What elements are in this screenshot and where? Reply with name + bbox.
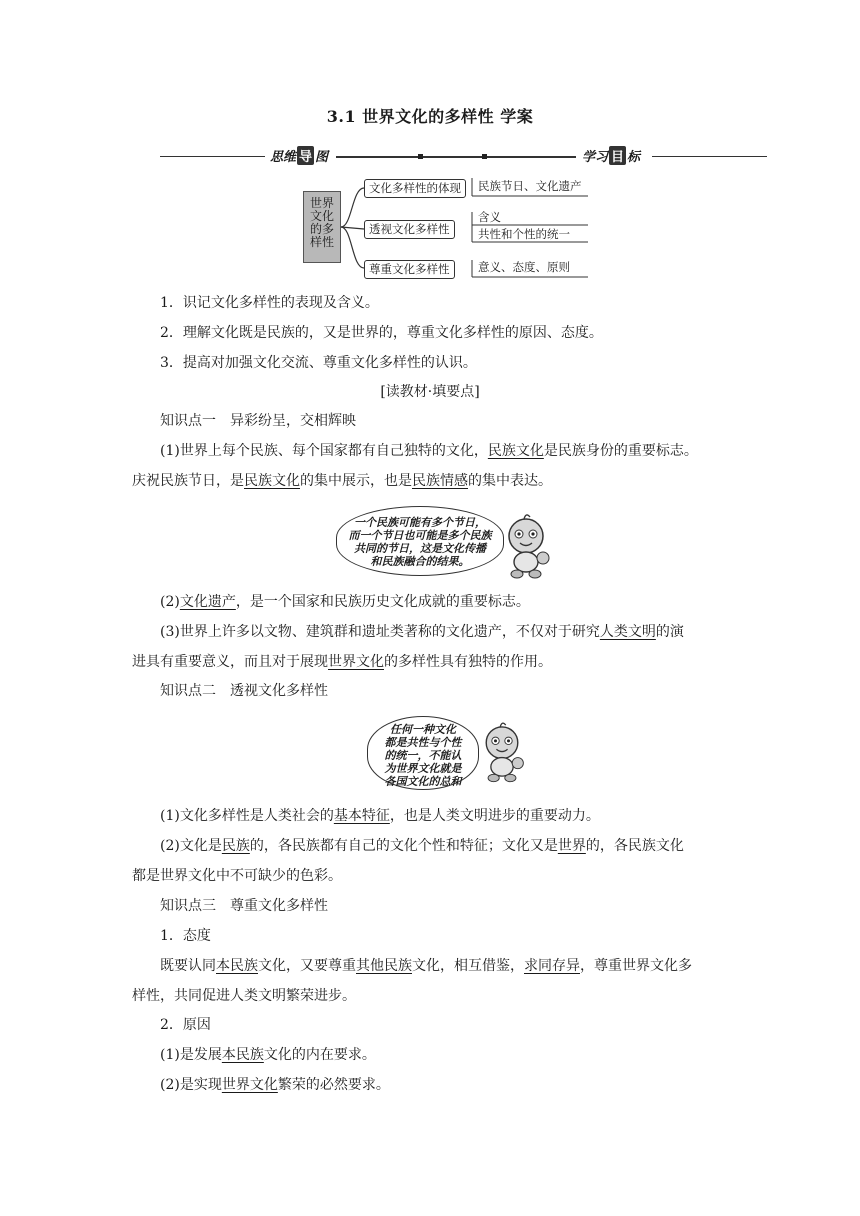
bubble-line: 各国文化的总和: [384, 775, 462, 788]
section-header: [读教材·填要点]: [380, 384, 480, 400]
text-run: 文化的内在要求。: [263, 1047, 376, 1063]
kp1-title: 知识点一 异彩纷呈，交相辉映: [160, 413, 356, 429]
blank-answer: 民族情感: [412, 473, 468, 489]
kp2-para2-line2: 都是世界文化中不可缺少的色彩。: [132, 868, 342, 884]
mindmap-root-line: 的多: [309, 222, 334, 236]
text-run: ，也是人类文明进步的重要动力。: [389, 808, 600, 824]
text-run: 既要认同: [160, 958, 216, 974]
kp3-reason-2: [160, 1075, 760, 1095]
blank-answer: 世界: [557, 838, 586, 854]
text-run: (3)世界上许多以文物、建筑群和遗址类著称的文化遗产，不仅对于研究: [160, 624, 600, 640]
text-run: 繁荣的必然要求。: [277, 1077, 390, 1093]
text-run: 的，各民族都有自己的文化个性和特征；文化又是: [249, 838, 558, 854]
text-run: 的集中表达。: [468, 473, 552, 489]
bubble-line: 共同的节日，这是文化传播: [354, 542, 486, 555]
mindmap-leaf: 民族节日、文化遗产: [478, 179, 582, 193]
blank-answer: 民族: [221, 838, 250, 854]
mindmap-leaf: 意义、态度、原则: [478, 260, 570, 274]
kp3-attitude-heading: 1．态度: [160, 928, 211, 944]
blank-answer: 求同存异: [524, 958, 580, 974]
kp1-para2: [160, 592, 760, 612]
blank-answer: 基本特征: [333, 808, 390, 824]
text-run: 进具有重要意义，而且对于展现: [132, 654, 328, 670]
mascot-illustration-1: [498, 512, 554, 580]
header-right-box: 目: [609, 146, 626, 165]
blank-answer: 世界文化: [328, 654, 384, 670]
blank-answer: 其他民族: [356, 958, 412, 974]
kp2-para1: [160, 806, 760, 826]
mindmap-root: [303, 191, 341, 263]
text-run: 文化，又要尊重: [258, 958, 356, 974]
kp1-para1-line2: [132, 471, 732, 491]
text-run: ，尊重世界文化多: [580, 958, 692, 974]
kp2-para2-line1: [160, 836, 760, 856]
text-run: (2): [160, 594, 180, 610]
blank-answer: 人类文明: [599, 624, 656, 640]
text-run: 的集中展示，也是: [300, 473, 412, 489]
kp3-title: 知识点三 尊重文化多样性: [160, 898, 328, 914]
blank-answer: 世界文化: [221, 1077, 278, 1093]
text-run: 文化，相互借鉴，: [412, 958, 524, 974]
mindmap-root-line: 世界: [309, 196, 334, 210]
mindmap-root-line: 样性: [309, 235, 334, 249]
blank-answer: 本民族: [221, 1047, 264, 1063]
bubble-line: 为世界文化就是: [384, 762, 462, 775]
kp1-para3-line1: [160, 622, 760, 642]
bubble-line: 都是共性与个性: [384, 736, 462, 749]
text-run: (2)文化是: [160, 838, 222, 854]
speech-bubble-1: [336, 506, 504, 576]
blank-answer: 本民族: [216, 958, 258, 974]
blank-answer: 民族文化: [244, 473, 300, 489]
mindmap-connectors: [0, 0, 860, 300]
mascot-illustration-2: [476, 720, 528, 784]
bubble-line: 一个民族可能有多个节日，: [354, 516, 486, 529]
kp2-title: 知识点二 透视文化多样性: [160, 683, 328, 699]
goal-item: 1．识记文化多样性的表现及含义。: [160, 295, 379, 311]
header-right-text-a: 学习: [582, 150, 609, 165]
text-run: 的，各民族文化: [585, 838, 684, 854]
kp3-reason-1: [160, 1045, 760, 1065]
mindmap-root-line: 文化: [309, 209, 334, 223]
bubble-line: 和民族融合的结果。: [370, 555, 470, 568]
text-run: ，是一个国家和民族历史文化成就的重要标志。: [235, 594, 530, 610]
text-run: 的多样性具有独特的作用。: [384, 654, 552, 670]
header-left-text-a: 思维: [270, 150, 297, 165]
speech-bubble-2: [367, 716, 479, 790]
blank-answer: 民族文化: [487, 443, 544, 459]
text-run: (1)世界上每个民族、每个国家都有自己独特的文化，: [160, 443, 488, 459]
goal-item: 2．理解文化既是民族的，又是世界的，尊重文化多样性的原因、态度。: [160, 325, 603, 341]
text-run: (2)是实现: [160, 1077, 222, 1093]
header-left-text-b: 图: [315, 150, 329, 165]
text-run: 是民族身份的重要标志。: [543, 443, 698, 459]
page-title: 3.1 世界文化的多样性 学案: [326, 107, 534, 126]
text-run: (1)是发展: [160, 1047, 222, 1063]
kp1-para1-line1: [160, 441, 760, 461]
kp3-attitude-line2: 样性，共同促进人类文明繁荣进步。: [132, 988, 356, 1004]
mindmap-branch-1: 文化多样性的体现: [364, 179, 466, 198]
mindmap-branch-3: 尊重文化多样性: [364, 260, 455, 279]
text-run: 的演: [655, 624, 684, 640]
blank-answer: 文化遗产: [179, 594, 236, 610]
kp3-reason-heading: 2．原因: [160, 1017, 211, 1033]
text-run: 庆祝民族节日，是: [132, 473, 244, 489]
header-left-box: 导: [297, 146, 314, 165]
bubble-line: 的统一，不能认: [384, 749, 462, 762]
mindmap-branch-2: 透视文化多样性: [364, 220, 455, 239]
mindmap-leaf: 含义: [478, 210, 501, 224]
header-right-text-b: 标: [627, 150, 641, 165]
bubble-line: 任何一种文化: [390, 723, 456, 736]
kp3-attitude-line1: [160, 956, 760, 976]
kp1-para3-line2: [132, 652, 732, 672]
mindmap-leaf: 共性和个性的统一: [478, 227, 570, 241]
text-run: (1)文化多样性是人类社会的: [160, 808, 334, 824]
bubble-line: 而一个节日也可能是多个民族: [348, 529, 492, 542]
goal-item: 3．提高对加强文化交流、尊重文化多样性的认识。: [160, 355, 477, 371]
